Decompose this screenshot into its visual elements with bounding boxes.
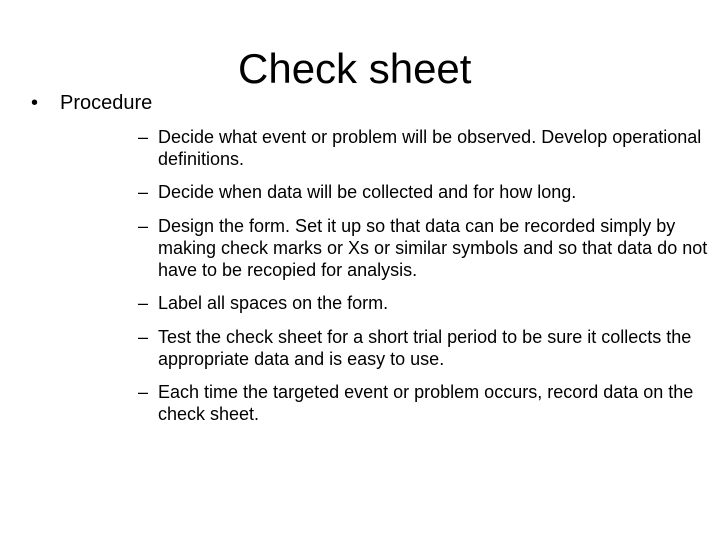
step-text: Each time the targeted event or problem occurs, record data on the check sheet. (158, 382, 694, 424)
dash-marker: – (138, 182, 149, 202)
step-text: Label all spaces on the form. (158, 293, 389, 313)
dash-marker: – (138, 382, 149, 402)
list-item (138, 381, 708, 425)
dash-marker: – (138, 327, 149, 347)
step-text: Decide when data will be collected and for how long. (158, 182, 577, 202)
dash-marker: – (138, 127, 149, 147)
step-text: Decide what event or problem will be observed. Develop operational definitions. (158, 127, 702, 169)
dash-marker: – (138, 293, 149, 313)
bullet-label: Procedure (60, 92, 153, 114)
step-text: Test the check sheet for a short trial period to be sure it collects the appropriate data and is easy to use. (158, 327, 692, 369)
list-item (138, 326, 708, 370)
slide-title: Check sheet (238, 45, 472, 92)
step-text: Design the form. Set it up so that data can be recorded simply by making check marks or Xs or similar symbols and so that data do not have to be recopied for analysis. (158, 216, 708, 280)
dash-marker: – (138, 216, 149, 236)
list-item (138, 181, 708, 203)
bullet-marker: • (31, 92, 39, 114)
procedure-steps-list (138, 126, 708, 437)
list-item (138, 215, 708, 281)
list-item (138, 292, 708, 314)
list-item (138, 126, 708, 170)
bullet-procedure (31, 89, 152, 117)
